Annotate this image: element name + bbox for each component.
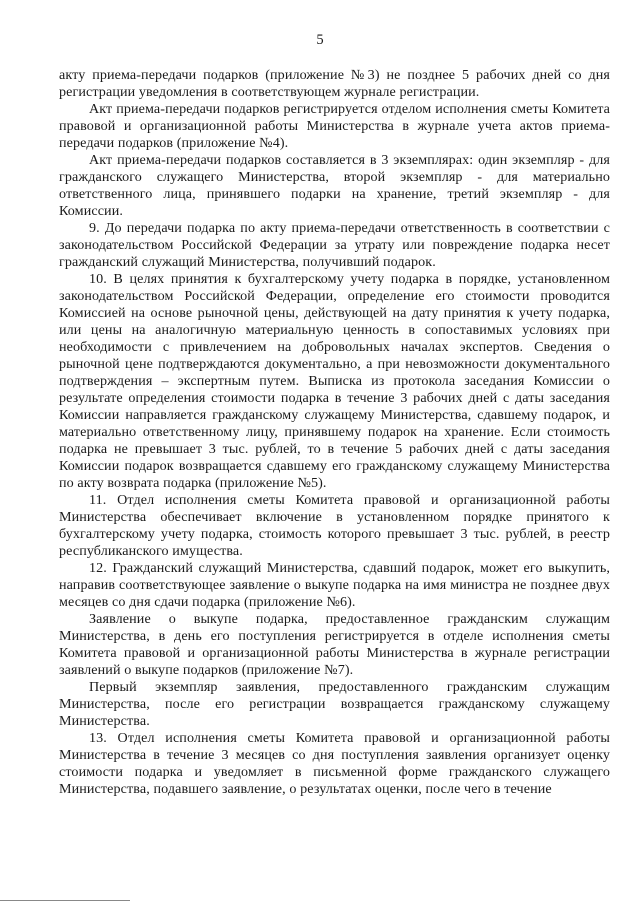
paragraph-item-10: 10. В целях принятия к бухгалтерскому учету подарка в порядке, установленном законодательством Российской Федерации, определение его стоимости проводится Комиссией на основе рыночной цены, действующей на дату принятия к учету подарка, или цены на аналогичную материальную ценность в сопоставимых условиях при необходимости с привлечением на добровольных началах экспертов. Сведения о рыночной цене подтверждаются документально, а при невозможности документального подтверждения – экспертным путем. Выписка из протокола заседания Комиссии о результате определения стоимости подарка в течение 3 рабочих дней с даты заседания Комиссии направляется гражданскому служащему Министерства, сдавшему подарок, и материально ответственному лицу, принявшему подарок на хранение. Если стоимость подарка не превышает 3 тыс. рублей, то в течение 5 рабочих дней с даты заседания Комиссии подарок возвращается сдавшему его гражданскому служащему Министерства по акту возврата подарка (приложение №5). xyxy=(59,271,610,491)
paragraph-buyout-application: Заявление о выкупе подарка, предоставленное гражданским служащим Министерства, в день его поступления регистрируется в отделе исполнения сметы Комитета правовой и организационной работы Министерства в журнале регистрации заявлений о выкупе подарков (приложение №7). xyxy=(59,611,610,678)
document-body xyxy=(59,67,610,798)
paragraph-continuation: акту приема-передачи подарков (приложение №3) не позднее 5 рабочих дней со дня регистрации уведомления в соответствующем журнале регистрации. xyxy=(59,67,610,100)
paragraph-item-9: 9. До передачи подарка по акту приема-передачи ответственность в соответствии с законодательством Российской Федерации за утрату или повреждение подарка несет гражданский служащий Министерства, получивший подарок. xyxy=(59,220,610,270)
paragraph-act-registration: Акт приема-передачи подарков регистрируется отделом исполнения сметы Комитета правовой и организационной работы Министерства в журнале учета актов приема-передачи подарков (приложение №4). xyxy=(59,101,610,151)
paragraph-act-copies: Акт приема-передачи подарков составляется в 3 экземплярах: один экземпляр - для гражданского служащего Министерства, второй экземпляр - для материально ответственного лица, принявшего подарки на хранение, третий экземпляр - для Комиссии. xyxy=(59,152,610,219)
page-number: 5 xyxy=(316,32,324,48)
footer-divider xyxy=(0,900,130,901)
paragraph-first-copy: Первый экземпляр заявления, предоставленного гражданским служащим Министерства, после его регистрации возвращается гражданскому служащему Министерства. xyxy=(59,679,610,729)
paragraph-item-13: 13. Отдел исполнения сметы Комитета правовой и организационной работы Министерства в течение 3 месяцев со дня поступления заявления организует оценку стоимости подарка и уведомляет в письменной форме гражданского служащего Министерства, подавшего заявление, о результатах оценки, после чего в течение xyxy=(59,730,610,797)
paragraph-item-12: 12. Гражданский служащий Министерства, сдавший подарок, может его выкупить, направив соответствующее заявление о выкупе подарка на имя министра не позднее двух месяцев со дня сдачи подарка (приложение №6). xyxy=(59,560,610,610)
paragraph-item-11: 11. Отдел исполнения сметы Комитета правовой и организационной работы Министерства обеспечивает включение в установленном порядке принятого к бухгалтерскому учету подарка, стоимость которого превышает 3 тыс. рублей, в реестр республиканского имущества. xyxy=(59,492,610,559)
